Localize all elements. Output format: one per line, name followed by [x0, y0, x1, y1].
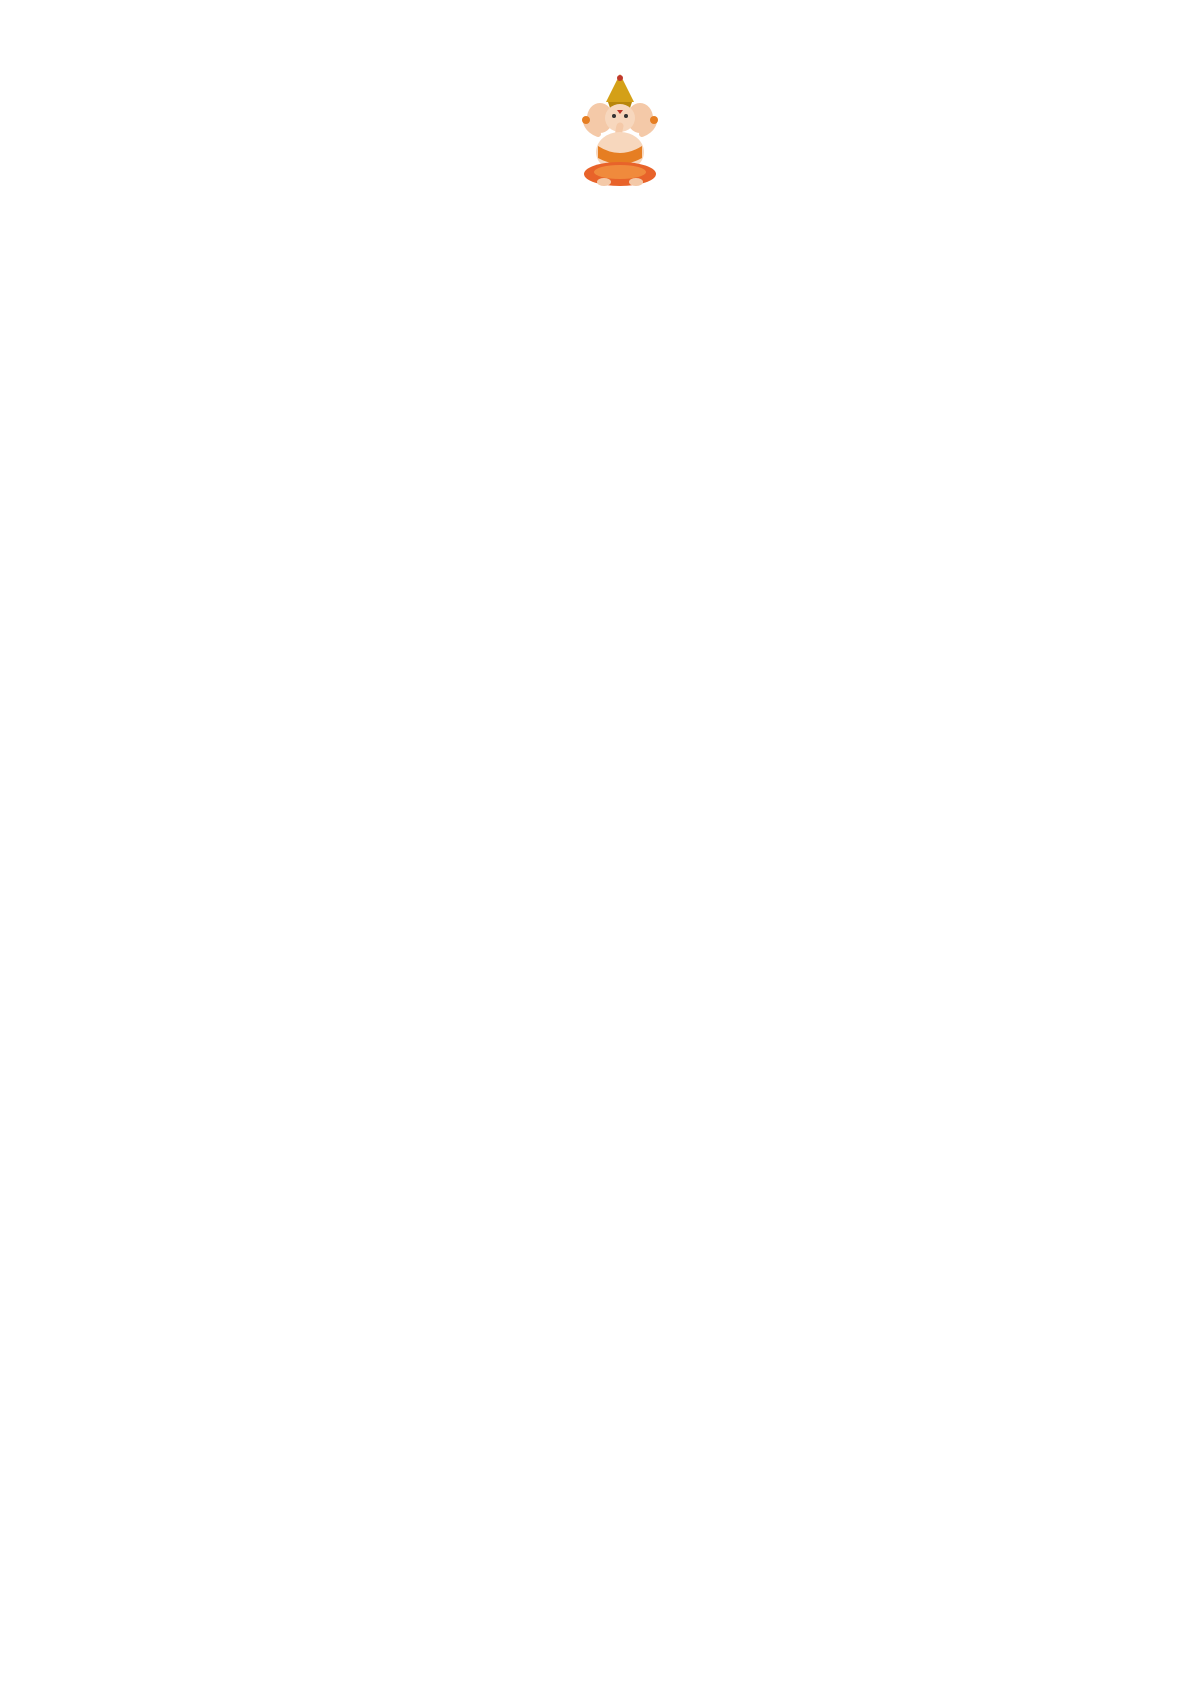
border-left	[30, 30, 66, 1656]
border-bottom	[30, 1620, 1160, 1656]
border-top	[30, 30, 1160, 66]
ganesha-icon	[576, 72, 664, 190]
border-right	[1124, 30, 1160, 1656]
